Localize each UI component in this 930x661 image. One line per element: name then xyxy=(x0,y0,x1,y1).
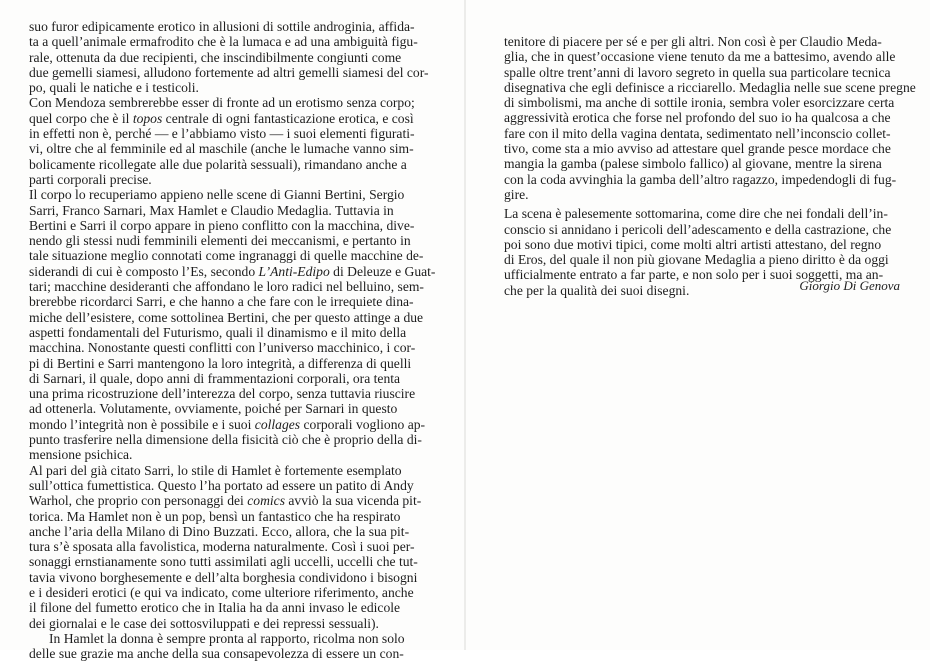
text-line xyxy=(504,252,904,267)
text-run: bolicamente ricollegate alle due polarità sessuali), rimandano anche a xyxy=(29,156,407,172)
text-line xyxy=(504,79,916,95)
text-line xyxy=(29,447,449,462)
text-run: poi sono due motivi tipici, come molti altri artisti attestano, del regno xyxy=(504,236,882,252)
text-run: La scena è palesemente sottomarina, come dire che nei fondali dell’in- xyxy=(504,206,888,222)
text-line xyxy=(29,463,449,478)
left-page-text-column xyxy=(29,19,449,661)
text-line xyxy=(29,294,449,309)
text-run: suo furor edipicamente erotico in allusioni di sottile androginia, affida- xyxy=(29,19,415,34)
text-line xyxy=(504,222,904,237)
text-line xyxy=(29,371,449,386)
text-line xyxy=(29,279,449,294)
right-page xyxy=(466,0,930,650)
text-line xyxy=(504,141,904,156)
text-run: aggressività erotica che forse nel profondo del suo io ha qualcosa a che xyxy=(504,110,891,126)
text-run: dei giornalai e le case dei sottosviluppati e dei repressi sessuali). xyxy=(29,615,379,631)
text-line xyxy=(29,478,449,493)
text-run: rale, ottenuta da due recipienti, che inscindibilmente congiunti come xyxy=(29,49,402,65)
text-run: torica. Ma Hamlet non è un pop, bensì un fantastico che ha respirato xyxy=(29,508,401,524)
text-run: di Eros, del quale il non più giovane Medaglia a pieno diritto è da oggi xyxy=(504,252,889,268)
text-line xyxy=(29,218,449,233)
text-line xyxy=(29,432,449,447)
text-line xyxy=(29,600,449,615)
text-run: Warhol, che proprio con personaggi dei xyxy=(29,493,248,509)
text-line xyxy=(29,157,449,172)
text-run: corporali vogliono ap- xyxy=(300,416,426,432)
text-run: tavia vivono borghesemente e dell’alta borghesia condividono i bisogni xyxy=(29,569,418,585)
text-line xyxy=(504,156,904,171)
text-line xyxy=(29,19,449,34)
text-line xyxy=(29,126,449,141)
text-run: una prima ricostruzione dell’interezza del corpo, senza tuttavia riuscire xyxy=(29,386,416,402)
text-run: tenitore di piacere per sé e per gli altri. Non così è per Claudio Meda- xyxy=(504,34,882,49)
text-run: tura s’è sposata alla favolistica, moderna naturalmente. Così i suoi per- xyxy=(29,539,415,555)
text-line xyxy=(29,187,449,202)
text-line xyxy=(504,237,904,252)
text-run: delle sue grazie ma anche della sua consapevolezza di essere un con- xyxy=(29,646,404,661)
text-line xyxy=(29,111,449,126)
text-run: il filone del fumetto erotico che in Italia ha da anni invaso le edicole xyxy=(29,600,401,616)
text-run: siderandi di cui è composto l’Es, secondo xyxy=(29,263,259,279)
text-line xyxy=(29,616,449,631)
text-line xyxy=(29,585,449,600)
text-run: glia, che in quest’occasione viene tenuto da me a battesimo, avendo alle xyxy=(504,49,896,65)
text-run: punto trasferire nella dimensione della fisicità ciò che è proprio della di- xyxy=(29,432,422,448)
text-run: conscio si annidano i pericoli dell’adescamento e della castrazione, che xyxy=(504,221,892,237)
text-run: avviò la sua vicenda pit- xyxy=(284,493,422,509)
text-run: brerebbe ricordarci Sarri, e che hanno a che fare con le irrequiete dina- xyxy=(29,294,414,310)
text-line xyxy=(29,310,449,325)
text-run: ta a quell’animale ermafrodito che è la lumaca e ad una ambiguità figu- xyxy=(29,34,418,50)
text-run: ufficialmente entrato a far parte, e non solo per i suoi soggetti, ma an- xyxy=(504,267,884,283)
text-line xyxy=(29,524,449,539)
text-line xyxy=(29,554,449,569)
text-run: mangia la gamba (palese simbolo fallico) al giovane, mentre la sirena xyxy=(504,156,882,172)
text-line xyxy=(29,141,449,156)
italic-term: topos xyxy=(132,110,163,126)
text-run: e i desideri erotici (e qui va indicato, come ulteriore riferimento, anche xyxy=(29,584,414,600)
text-run: In Hamlet la donna è sempre pronta al rapporto, ricolma non solo xyxy=(49,630,405,646)
text-run: di simbolismi, ma anche di sottile ironia, sembra voler esorcizzare certa xyxy=(504,95,895,111)
text-line xyxy=(29,172,449,187)
text-line xyxy=(29,509,449,524)
text-run: ad ottenerla. Volutamente, ovviamente, poiché per Sarnari in questo xyxy=(29,401,398,417)
text-run: mondo l’integrità non è possibile e i suoi xyxy=(29,416,255,432)
text-run: vi, oltre che al femminile ed al maschile (anche le lumache vanno sim- xyxy=(29,141,414,157)
text-run: aspetti fondamentali del Futurismo, quali il dinamismo e il mito della xyxy=(29,324,407,340)
text-run: anche l’aria della Milano di Dino Buzzati. Ecco, allora, che la sua pit- xyxy=(29,523,410,539)
text-line xyxy=(504,49,904,64)
text-line xyxy=(29,80,449,95)
text-line xyxy=(29,50,449,65)
text-run: nendo gli stessi nudi femminili elementi dei meccanismi, e pertanto in xyxy=(29,233,411,249)
text-run: quel corpo che è il xyxy=(29,110,133,126)
text-line xyxy=(29,539,449,554)
text-line xyxy=(29,646,449,661)
text-run: Bertini e Sarri il corpo appare in pieno conflitto con la macchina, dive- xyxy=(29,217,415,233)
text-run: po, quali le natiche e i testicoli. xyxy=(29,80,199,96)
text-run: mensione psichica. xyxy=(29,447,133,463)
text-line xyxy=(29,65,449,80)
italic-term: collages xyxy=(254,416,301,432)
text-run: Sarri, Franco Sarnari, Max Hamlet e Claudio Medaglia. Tuttavia in xyxy=(29,202,394,218)
text-line xyxy=(504,65,904,80)
text-line xyxy=(504,34,904,49)
text-line xyxy=(29,325,449,340)
author-signature: Giorgio Di Genova xyxy=(799,278,900,293)
text-line xyxy=(29,248,449,263)
text-run: di Deleuze e Guat- xyxy=(329,263,436,279)
text-line xyxy=(29,356,449,371)
text-run: in effetti non è, perché — e l’abbiamo visto — i suoi elementi figurati- xyxy=(29,126,415,142)
text-line xyxy=(504,172,904,187)
text-run: disegnativa che egli definisce a ricciarello. Medaglia nelle sue scene pregne xyxy=(504,79,916,95)
text-run: che per la qualità dei suoi disegni. xyxy=(504,282,690,298)
left-page xyxy=(0,0,464,661)
text-run: Il corpo lo recuperiamo appieno nelle scene di Gianni Bertini, Sergio xyxy=(29,187,405,203)
text-run: fare con il mito della vagina dentata, sedimentato nell’inconscio collet- xyxy=(504,125,891,141)
text-run: spalle oltre trent’anni di lavoro segreto in quella sua particolare tecnica xyxy=(504,64,891,80)
text-run: due gemelli siamesi, alludono fortemente ad altri gemelli siamesi del cor- xyxy=(29,64,429,80)
text-line xyxy=(29,401,449,416)
text-line xyxy=(29,493,449,508)
text-run: tari; macchine desideranti che affondano le loro radici nel belluino, sem- xyxy=(29,279,424,295)
text-line xyxy=(29,233,449,248)
text-run: di Sarnari, il quale, dopo anni di frammentazioni corporali, ora tenta xyxy=(29,370,401,386)
text-run: con la coda avvinghia la gamba dell’altro ragazzo, impedendogli di fug- xyxy=(504,171,897,187)
text-line xyxy=(29,570,449,585)
text-run: macchina. Nonostante questi conflitti con l’universo macchinico, i cor- xyxy=(29,340,416,356)
text-line xyxy=(504,126,904,141)
text-line xyxy=(29,203,449,218)
text-line xyxy=(504,187,904,202)
text-run: tivo, come sta a mio avviso ad attestare quel grande pesce mordace che xyxy=(504,141,891,157)
text-line xyxy=(29,386,449,401)
italic-term: comics xyxy=(247,493,285,509)
text-line xyxy=(29,34,449,49)
text-run: sonaggi ernstianamente sono tutti assimilati agli uccelli, uccelli che tut- xyxy=(29,554,418,570)
text-line xyxy=(29,340,449,355)
text-line xyxy=(504,206,904,221)
text-line xyxy=(29,631,449,646)
text-run: centrale di ogni fantasticazione erotica, e così xyxy=(162,110,414,126)
text-run: sull’ottica fumettistica. Questo l’ha portato ad essere un patito di Andy xyxy=(29,477,414,493)
text-run: parti corporali precise. xyxy=(29,171,152,187)
text-run: gire. xyxy=(504,186,529,202)
text-line xyxy=(504,110,904,125)
italic-term: L’Anti-Edipo xyxy=(258,263,330,279)
text-run: tale situazione meglio connotati come ingranaggi di quelle macchine de- xyxy=(29,248,424,264)
text-line xyxy=(29,95,449,110)
text-run: Al pari del già citato Sarri, lo stile di Hamlet è fortemente esemplato xyxy=(29,462,402,478)
right-page-text-column xyxy=(504,34,916,298)
text-line xyxy=(504,95,904,110)
text-run: pi di Bertini e Sarri mantengono la loro integrità, a differenza di quelli xyxy=(29,355,412,371)
text-run: miche dell’esistere, come sottolinea Bertini, che per questo attinge a due xyxy=(29,309,424,325)
text-line xyxy=(29,417,449,432)
text-line xyxy=(29,264,449,279)
text-run: Con Mendoza sembrerebbe esser di fronte ad un erotismo senza corpo; xyxy=(29,95,415,111)
